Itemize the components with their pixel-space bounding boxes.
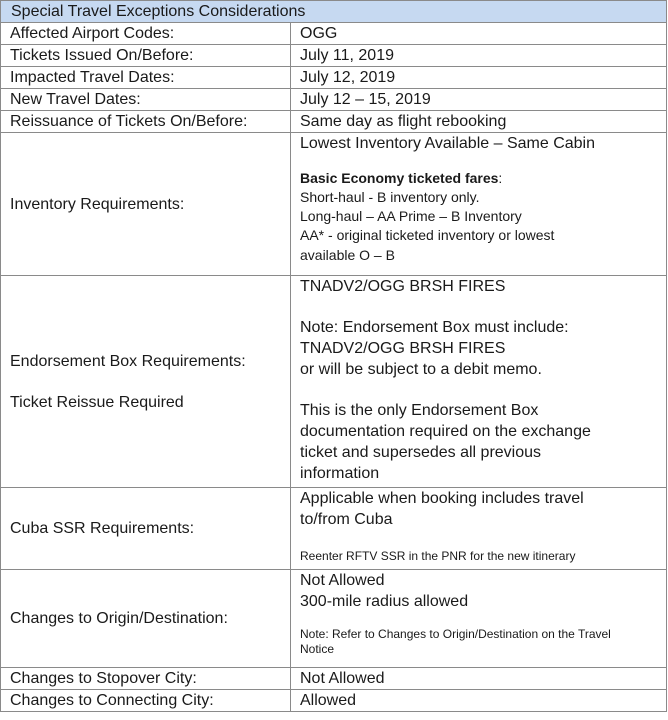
cuba-value xyxy=(291,488,667,570)
endorsement-only-3: ticket and supersedes all previous xyxy=(300,444,542,461)
inventory-value xyxy=(291,133,667,276)
row-value: Same day as flight rebooking xyxy=(291,111,667,133)
row-value: July 12, 2019 xyxy=(291,67,667,89)
table-row xyxy=(1,276,667,488)
cuba-line-1: Applicable when booking includes travel xyxy=(300,490,584,507)
short-haul: Short-haul - B inventory only. xyxy=(300,189,480,205)
table-row xyxy=(1,570,667,668)
table-row xyxy=(1,133,667,276)
table-row xyxy=(1,89,667,111)
row-label: New Travel Dates: xyxy=(1,89,291,111)
origin-note-1: Note: Refer to Changes to Origin/Destination on the Travel xyxy=(300,627,611,641)
table-row xyxy=(1,23,667,45)
origin-line-2: 300-mile radius allowed xyxy=(300,593,469,610)
endorsement-note: Note: Endorsement Box must include: xyxy=(300,319,569,336)
endorsement-code: TNADV2/OGG BRSH FIRES xyxy=(300,278,506,295)
endorsement-note-code: TNADV2/OGG BRSH FIRES xyxy=(300,340,506,357)
table-row xyxy=(1,111,667,133)
inventory-line: Lowest Inventory Available – Same Cabin xyxy=(300,135,595,152)
row-value: OGG xyxy=(291,23,667,45)
table-row xyxy=(1,488,667,570)
table-row xyxy=(1,690,667,712)
row-label: Changes to Connecting City: xyxy=(1,690,291,712)
aa-line-1: AA* - original ticketed inventory or lowest xyxy=(300,227,555,243)
row-label: Reissuance of Tickets On/Before: xyxy=(1,111,291,133)
cuba-line-2: to/from Cuba xyxy=(300,511,393,528)
table-row xyxy=(1,668,667,690)
row-value: July 12 – 15, 2019 xyxy=(291,89,667,111)
table-title: Special Travel Exceptions Considerations xyxy=(1,1,667,23)
row-label: Cuba SSR Requirements: xyxy=(1,488,291,570)
long-haul: Long-haul – AA Prime – B Inventory xyxy=(300,208,522,224)
row-label: Inventory Requirements: xyxy=(1,133,291,276)
table-header-row xyxy=(1,1,667,23)
table-row xyxy=(1,45,667,67)
row-value: Allowed xyxy=(291,690,667,712)
endorsement-only-2: documentation required on the exchange xyxy=(300,423,591,440)
origin-line-1: Not Allowed xyxy=(300,572,385,589)
row-label: Endorsement Box Requirements: xyxy=(10,352,246,370)
row-value: July 11, 2019 xyxy=(291,45,667,67)
row-value: Not Allowed xyxy=(291,668,667,690)
endorsement-debit: or will be subject to a debit memo. xyxy=(300,361,542,378)
row-label: Changes to Origin/Destination: xyxy=(1,570,291,668)
aa-line-2: available O – B xyxy=(300,247,395,263)
origin-note-2: Notice xyxy=(300,642,335,656)
endorsement-value xyxy=(291,276,667,488)
basic-economy-bold: Basic Economy ticketed fares xyxy=(300,170,499,186)
colon: : xyxy=(498,170,503,186)
endorsement-label-cell xyxy=(1,276,291,488)
row-label: Changes to Stopover City: xyxy=(1,668,291,690)
row-label-secondary: Ticket Reissue Required xyxy=(10,393,184,411)
table-row xyxy=(1,67,667,89)
basic-economy-heading xyxy=(300,168,666,188)
row-label: Tickets Issued On/Before: xyxy=(1,45,291,67)
endorsement-only-1: This is the only Endorsement Box xyxy=(300,402,539,419)
row-label: Affected Airport Codes: xyxy=(1,23,291,45)
endorsement-only-4: information xyxy=(300,465,380,482)
origin-value xyxy=(291,570,667,668)
cuba-small-note: Reenter RFTV SSR in the PNR for the new itinerary xyxy=(300,549,576,563)
row-label: Impacted Travel Dates: xyxy=(1,67,291,89)
